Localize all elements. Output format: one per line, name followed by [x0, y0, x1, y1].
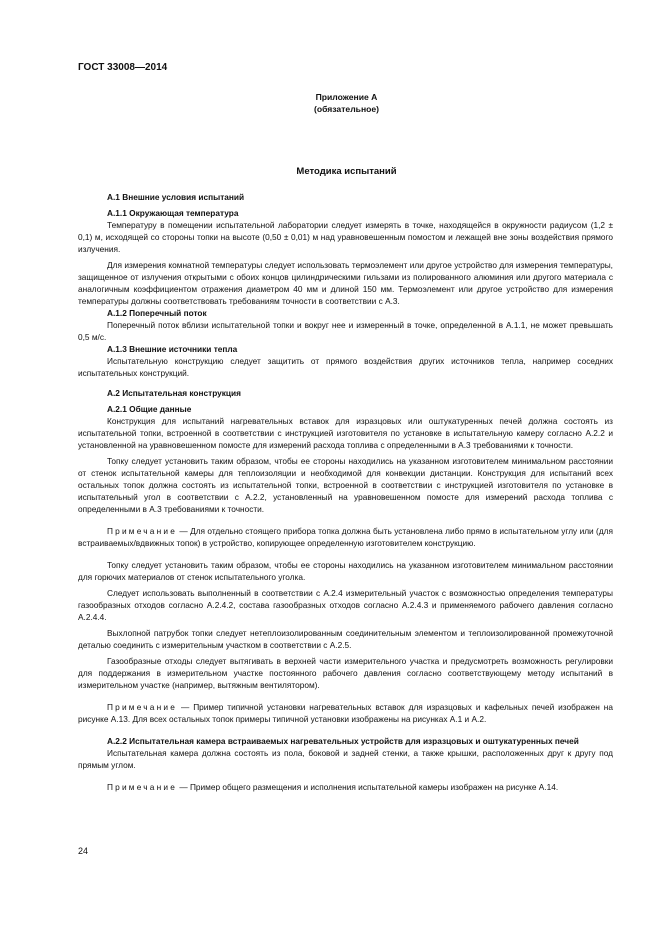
annex-subtitle: (обязательное) — [313, 104, 380, 114]
paragraph: Топку следует установить таким образом, чтобы ее стороны находились на указанном изготовителем минимальном расстоянии для горючих материалов от стенок испытательного уголка. — [78, 560, 613, 582]
note-label: Примечание — [107, 702, 178, 712]
paragraph: Испытательную конструкцию следует защитить от прямого воздействия других источников тепла, например соседних испытательных конструкций. — [78, 356, 613, 378]
note — [78, 701, 613, 725]
note-label: Примечание — [107, 782, 178, 792]
subsection-heading-a13: А.1.3 Внешние источники тепла — [107, 344, 238, 354]
section-heading-a2: А.2 Испытательная конструкция — [107, 388, 241, 398]
paragraph: Конструкция для испытаний нагревательных вставок для изразцовых или оштукатуренных печей должна состоять из испытательной топки, встроенной в соответствии с инструкцией изготовителя по установке в испытательную камеру согласно А.2.2 и установленной на уравновешенном помосте для измерений расхода топлива с определенными в А.3 требованиями к точности. — [78, 416, 613, 450]
note — [78, 525, 613, 549]
note-text: — Пример общего размещения и исполнения испытательной камеры изображен на рисунке А.14. — [177, 782, 559, 792]
paragraph: Топку следует установить таким образом, чтобы ее стороны находились на указанном изготовителем минимальном расстоянии от стенок испытательной камеры для теплоизоляции и необходимой для конвекции дистанции. Конструкция для испытаний всех остальных топок должна состоять из испытательной топки, встроенной в соответствии с инструкцией изготовителя по установке в испытательный угол в соответствии с А.2.2, установленный на уравновешенном помосте для измерений расхода топлива с определенными в А.3 требованиями к точности. — [78, 456, 613, 514]
note-label: Примечание — [107, 526, 178, 536]
paragraph: Газообразные отходы следует вытягивать в верхней части измерительного участка и предусмотреть возможность регулировки для поддержания в измерительном участке постоянного рабочего давления согласно соответствующему методу испытаний в измерительном участке (например, вытяжным вентилятором). — [78, 656, 613, 690]
paragraph: Температуру в помещении испытательной лаборатории следует измерять в точке, находящейся в окружности радиусом (1,2 ± 0,1) м, исходящей со стороны топки на высоте (0,50 ± 0,01) м над уравновешенным помостом и лежащей вне зоны воздействия прямого излучения. — [78, 220, 613, 254]
document-body — [78, 191, 613, 793]
paragraph: Испытательная камера должна состоять из пола, боковой и задней стенки, а также крышки, расположенных друг к другу под прямым углом. — [78, 748, 613, 770]
paragraph: Поперечный поток вблизи испытательной топки и вокруг нее и измеренный в точке, определенной в А.1.1, не может превышать 0,5 м/с. — [78, 320, 613, 342]
standard-designation: ГОСТ 33008—2014 — [78, 62, 168, 73]
subsection-heading-a11: А.1.1 Окружающая температура — [107, 208, 239, 218]
subsection-heading-a12: А.1.2 Поперечный поток — [107, 308, 207, 318]
note-text: — Пример типичной установки нагревательных вставок для изразцовых и кафельных печей изображен на рисунке А.13. Для всех остальных топок примеры типичной установки изображены на рисунках А.1 и А.2. — [78, 702, 613, 724]
note-text: — Для отдельно стоящего прибора топка должна быть установлена либо прямо в испытательном углу или (для встраиваемых/вдвижных топок) в устройство, копирующее определенную изготовителем конструкцию. — [78, 526, 613, 548]
section-heading-a1: А.1 Внешние условия испытаний — [107, 192, 245, 202]
annex-title: Приложение А — [315, 92, 378, 102]
page-title: Методика испытаний — [296, 166, 397, 177]
subsection-heading-a22: А.2.2 Испытательная камера встраиваемых нагревательных устройств для изразцовых и оштукатуренных печей — [107, 736, 579, 746]
paragraph: Следует использовать выполненный в соответствии с А.2.4 измерительный участок с возможностью определения температуры газообразных отходов согласно А.2.4.2, состава газообразных отходов согласно А.2.4.3 и применяемого рабочего давления согласно А.2.4.4. — [78, 588, 613, 622]
note — [78, 781, 613, 793]
paragraph: Для измерения комнатной температуры следует использовать термоэлемент или другое устройство для измерения температуры, защищенное от излучения открытыми с обоих концов цилиндрическими гильзами из полированного алюминия или другого материала с аналогичным коэффициентом отражения диаметром 40 мм и длиной 150 мм. Термоэлемент или другое устройство для измерения температуры должны соответствовать требованиям точности в соответствии с А.3. — [78, 260, 613, 306]
subsection-heading-a21: А.2.1 Общие данные — [107, 404, 192, 414]
paragraph: Выхлопной патрубок топки следует нетеплоизолированным соединительным элементом и теплоизолированной промежуточной деталью соединить с измерительным участком в соответствии с А.2.5. — [78, 628, 613, 650]
page-number: 24 — [78, 846, 89, 856]
